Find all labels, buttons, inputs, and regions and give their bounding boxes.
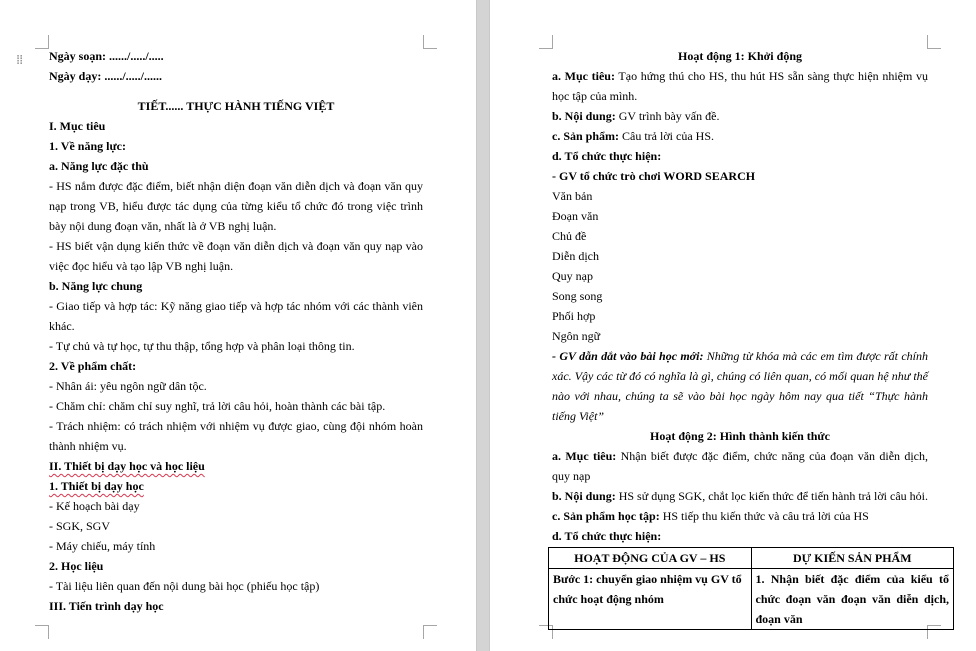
paragraph: - Nhân ái: yêu ngôn ngữ dân tộc. bbox=[49, 379, 207, 393]
right-page-content bbox=[552, 46, 949, 630]
subsection-general-competence: b. Năng lực chung bbox=[49, 279, 143, 293]
margin-mark bbox=[35, 625, 49, 639]
subsection-materials: 2. Học liệu bbox=[49, 559, 104, 573]
paragraph: - Tự chủ và tự học, tự thu thập, tổng hợp và phân loại thông tin. bbox=[49, 339, 355, 353]
word-item: Đoạn văn bbox=[552, 209, 599, 223]
paragraph: - GV dẫn dắt vào bài học mới: Những từ khóa mà các em tìm được rất chính xác. Vậy các từ đó có nghĩa là gì, chúng có liên quan, có mối quan hệ như thế nào với nhau, chúng ta sẽ vào bài học ngày hôm nay qua tiết “Thực hành tiếng Việt” bbox=[552, 349, 928, 423]
document-page-left bbox=[0, 0, 476, 651]
table-cell: 1. Nhận biết đặc điểm của kiểu tổ chức đoạn văn đoạn văn diễn dịch, đoạn văn bbox=[751, 569, 954, 630]
paragraph: c. Sản phẩm: Câu trả lời của HS. bbox=[552, 129, 715, 143]
margin-mark bbox=[35, 35, 49, 49]
paragraph: c. Sản phẩm học tập: HS tiếp thu kiến thức và câu trả lời của HS bbox=[552, 509, 869, 523]
section-equipment: II. Thiết bị dạy học và học liệu bbox=[49, 459, 205, 473]
activity-2-title: Hoạt động 2: Hình thành kiến thức bbox=[650, 429, 830, 443]
list-item: - Máy chiếu, máy tính bbox=[49, 539, 156, 553]
subsection-competence: 1. Về năng lực: bbox=[49, 139, 126, 153]
table-header: DỰ KIẾN SẢN PHẨM bbox=[751, 548, 954, 569]
activity-1-title: Hoạt động 1: Khởi động bbox=[677, 49, 802, 63]
word-item: Song song bbox=[552, 289, 603, 303]
paragraph: - Trách nhiệm: có trách nhiệm với nhiệm vụ được giao, cùng đội nhóm hoàn thành nhiệm vụ. bbox=[49, 419, 423, 453]
word-item: Văn bản bbox=[552, 189, 593, 203]
paragraph: a. Mục tiêu: Nhận biết được đặc điểm, chức năng của đoạn văn diễn dịch, quy nạp bbox=[552, 449, 929, 483]
page-gap bbox=[476, 0, 490, 651]
margin-mark bbox=[423, 35, 437, 49]
word-item: Ngôn ngữ bbox=[552, 329, 601, 343]
list-item: - SGK, SGV bbox=[49, 519, 111, 533]
list-item: - Kế hoạch bài dạy bbox=[49, 499, 140, 513]
table-cell: Bước 1: chuyển giao nhiệm vụ GV tổ chức hoạt động nhóm bbox=[549, 569, 752, 630]
paragraph: b. Nội dung: GV trình bày vấn đề. bbox=[552, 109, 720, 123]
table-move-handle-icon[interactable]: ⁞⁞ bbox=[16, 53, 23, 68]
margin-mark bbox=[539, 35, 553, 49]
left-page-content bbox=[49, 46, 423, 616]
word-item: Quy nạp bbox=[552, 269, 593, 283]
date-taught: Ngày dạy: ....../...../...... bbox=[49, 69, 163, 83]
date-prepared: Ngày soạn: ....../...../..... bbox=[49, 49, 164, 63]
paragraph: a. Mục tiêu: Tạo hứng thú cho HS, thu hút HS sẵn sàng thực hiện nhiệm vụ học tập của mình. bbox=[552, 69, 929, 103]
game-heading: - GV tổ chức trò chơi WORD SEARCH bbox=[552, 169, 756, 183]
subsection-specific-competence: a. Năng lực đặc thù bbox=[49, 159, 149, 173]
subsection-organization: d. Tổ chức thực hiện: bbox=[552, 149, 662, 163]
subsection-organization: d. Tổ chức thực hiện: bbox=[552, 529, 662, 543]
paragraph: - Giao tiếp và hợp tác: Kỹ năng giao tiếp và hợp tác nhóm với các thành viên khác. bbox=[49, 299, 423, 333]
paragraph: b. Nội dung: HS sử dụng SGK, chắt lọc kiến thức để tiến hành trả lời câu hỏi. bbox=[552, 489, 928, 503]
word-item: Phối hợp bbox=[552, 309, 596, 323]
word-item: Chủ đề bbox=[552, 229, 587, 243]
paragraph: - HS biết vận dụng kiến thức về đoạn văn diễn dịch và đoạn văn quy nạp vào việc đọc hiểu và tạo lập VB nghị luận. bbox=[49, 239, 423, 273]
margin-mark bbox=[423, 625, 437, 639]
lesson-title: TIẾT...... THỰC HÀNH TIẾNG VIỆT bbox=[137, 99, 335, 113]
paragraph: - Chăm chỉ: chăm chỉ suy nghĩ, trả lời câu hỏi, hoàn thành các bài tập. bbox=[49, 399, 386, 413]
word-item: Diễn dịch bbox=[552, 249, 599, 263]
margin-mark bbox=[927, 35, 941, 49]
subsection-teaching-equipment: 1. Thiết bị dạy học bbox=[49, 479, 144, 493]
paragraph: - HS nắm được đặc điểm, biết nhận diện đoạn văn diễn dịch và đoạn văn quy nạp trong VB, hiểu được tác dụng của từng kiểu tổ chức đó trong việc trình bày nội dung đoạn văn, nhất là ở VB nghị luận. bbox=[49, 179, 423, 233]
document-page-right bbox=[490, 0, 976, 651]
activity-table bbox=[548, 547, 954, 630]
section-process: III. Tiến trình dạy học bbox=[49, 599, 164, 613]
list-item: - Tài liệu liên quan đến nội dung bài học (phiếu học tập) bbox=[49, 579, 320, 593]
table-header: HOẠT ĐỘNG CỦA GV – HS bbox=[549, 548, 752, 569]
section-objectives: I. Mục tiêu bbox=[49, 119, 106, 133]
subsection-qualities: 2. Về phẩm chất: bbox=[49, 359, 137, 373]
